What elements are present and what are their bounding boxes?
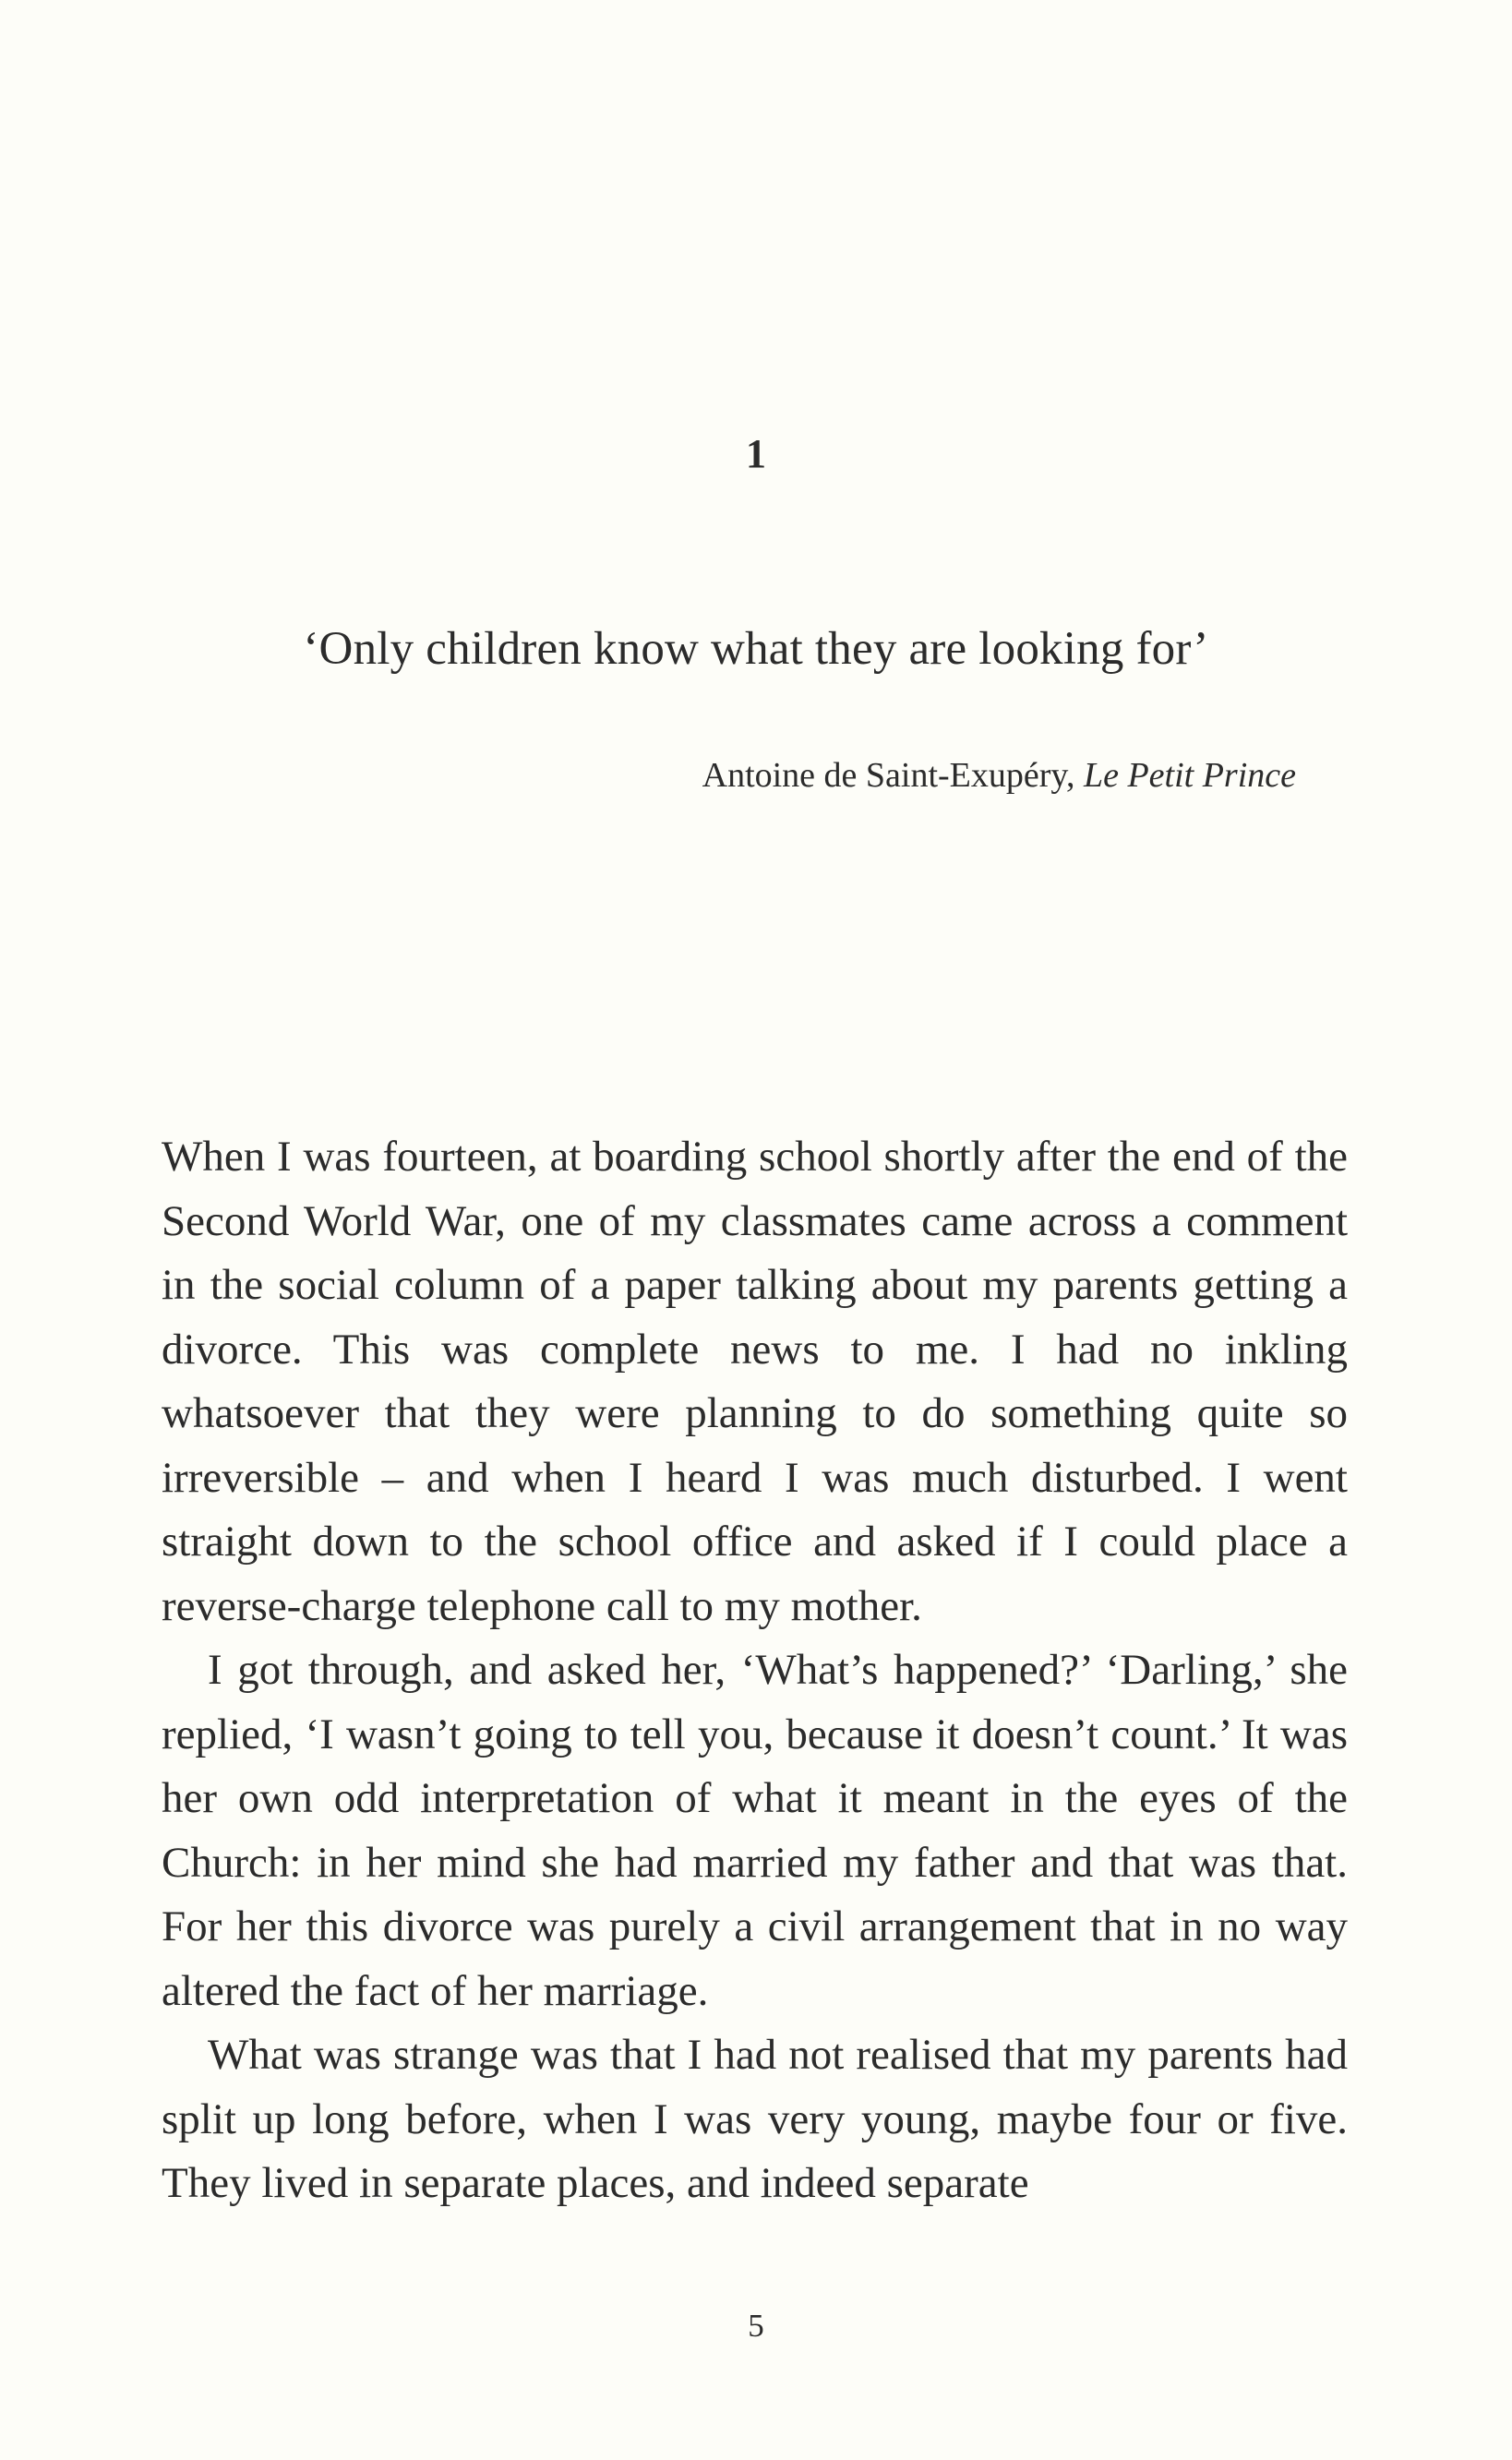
body-text (162, 1125, 1348, 2216)
paragraph-2: I got through, and asked her, ‘What’s happened?’ ‘Darling,’ she replied, ‘I wasn’t going to tell you, because it doesn’t count.’ It was her own odd interpretation of what it meant in the eyes of the Church: in her mind she had married my father and that was that. For her this divorce was purely a civil arrangement that in no way altered the fact of her marriage. (162, 1646, 1348, 2015)
paragraph-3: What was strange was that I had not realised that my parents had split up long before, when I was very young, maybe four or five. They lived in separate places, and indeed separate (162, 2031, 1348, 2207)
page-number: 5 (748, 2308, 764, 2344)
paragraph-1: When I was fourteen, at boarding school shortly after the end of the Second World War, one of my classmates came across a comment in the social column of a paper talking about my parents getting a divorce. This was complete news to me. I had no inkling whatsoever that they were planning to do something quite so irreversible – and when I heard I was much disturbed. I went straight down to the school office and asked if I could place a reverse-charge telephone call to my mother. (162, 1133, 1348, 1630)
chapter-number: 1 (746, 431, 766, 476)
epigraph-work: Le Petit Prince (1083, 756, 1296, 795)
epigraph-attribution (702, 750, 1296, 801)
epigraph-author: Antoine de Saint-Exupéry, (702, 756, 1075, 795)
epigraph-quote: ‘Only children know what they are looking for’ (303, 623, 1209, 675)
